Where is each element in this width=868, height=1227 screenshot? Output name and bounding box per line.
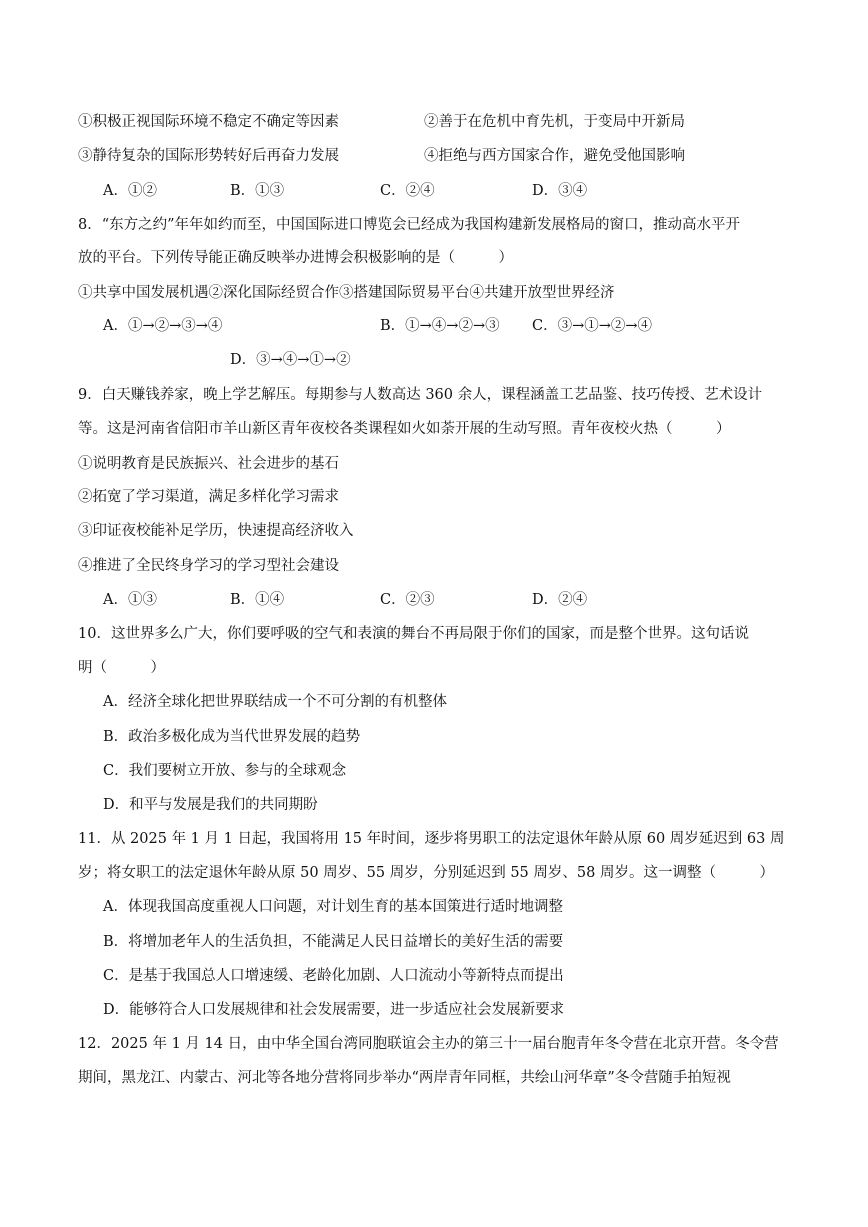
- q10-option-b: B．政治多极化成为当代世界发展的趋势: [103, 729, 361, 745]
- q11-option-c: C．是基于我国总人口增速缓、老龄化加剧、人口流动小等新特点而提出: [103, 968, 564, 984]
- q12-stem-line-1: 12．2025 年 1 月 14 日，由中华全国台湾同胞联谊会主办的第三十一届台胞青年冬令营在北京开营。冬令营: [78, 1036, 779, 1052]
- q8-stem-line-1: 8．“东方之约”年年如约而至，中国国际进口博览会已经成为我国构建新发展格局的窗口，推动高水平开: [78, 217, 741, 233]
- q8-option-b: B．①→④→②→③: [380, 318, 500, 334]
- q9-stem-line-2: 等。这是河南省信阳市羊山新区青年夜校各类课程如火如荼开展的生动写照。青年夜校火热（ ）: [78, 421, 731, 437]
- q9-statement-1: ①说明教育是民族振兴、社会进步的基石: [78, 456, 339, 472]
- q10-option-c: C．我们要树立开放、参与的全球观念: [103, 763, 347, 779]
- q7-option-d: D．③④: [532, 183, 588, 199]
- q9-option-c: C．②③: [380, 592, 435, 608]
- q9-statement-2: ②拓宽了学习渠道，满足多样化学习需求: [78, 489, 339, 505]
- q7-statement-4: ④拒绝与西方国家合作，避免受他国影响: [424, 148, 685, 164]
- q8-stem-line-2: 放的平台。下列传导能正确反映举办进博会积极影响的是（ ）: [78, 250, 513, 266]
- q8-option-c: C．③→①→②→④: [532, 318, 653, 334]
- q9-statement-3: ③印证夜校能补足学历，快速提高经济收入: [78, 523, 354, 539]
- q9-option-b: B．①④: [230, 592, 285, 608]
- q9-stem-line-1: 9．白天赚钱养家，晚上学艺解压。每期参与人数高达 360 余人，课程涵盖工艺品鉴、技巧传授、艺术设计: [78, 387, 763, 403]
- q7-option-c: C．②④: [380, 183, 435, 199]
- q9-statement-4: ④推进了全民终身学习的学习型社会建设: [78, 558, 339, 574]
- q8-option-a: A．①→②→③→④: [103, 318, 223, 334]
- q11-option-b: B．将增加老年人的生活负担，不能满足人民日益增长的美好生活的需要: [103, 934, 564, 950]
- q8-option-d: D．③→④→①→②: [230, 352, 351, 368]
- q7-option-b: B．①③: [230, 183, 285, 199]
- q9-option-d: D．②④: [532, 592, 588, 608]
- q10-option-a: A．经济全球化把世界联结成一个不可分割的有机整体: [103, 694, 447, 710]
- q10-stem-line-2: 明（ ）: [78, 660, 165, 676]
- q10-option-d: D．和平与发展是我们的共同期盼: [103, 797, 318, 813]
- q11-stem-line-1: 11．从 2025 年 1 月 1 日起，我国将用 15 年时间，逐步将男职工的法定退休年龄从原 60 周岁延迟到 63 周: [78, 831, 785, 847]
- q7-statement-3: ③静待复杂的国际形势转好后再奋力发展: [78, 148, 339, 164]
- q10-stem-line-1: 10．这世界多么广大，你们要呼吸的空气和表演的舞台不再局限于你们的国家，而是整个世界。这句话说: [78, 626, 749, 642]
- q9-option-a: A．①③: [103, 592, 157, 608]
- q7-option-a: A．①②: [103, 183, 157, 199]
- q7-statement-2: ②善于在危机中育先机，于变局中开新局: [424, 114, 685, 130]
- q7-statement-1: ①积极正视国际环境不稳定不确定等因素: [78, 114, 339, 130]
- q8-items: ①共享中国发展机遇②深化国际经贸合作③搭建国际贸易平台④共建开放型世界经济: [78, 285, 615, 301]
- q11-option-a: A．体现我国高度重视人口问题，对计划生育的基本国策进行适时地调整: [103, 899, 563, 915]
- q11-option-d: D．能够符合人口发展规律和社会发展需要，进一步适应社会发展新要求: [103, 1002, 565, 1018]
- q12-stem-line-2: 期间，黑龙江、内蒙古、河北等各地分营将同步举办“两岸青年同框，共绘山河华章”冬令营随手拍短视: [78, 1070, 731, 1086]
- q11-stem-line-2: 岁；将女职工的法定退休年龄从原 50 周岁、55 周岁，分别延迟到 55 周岁、58 周岁。这一调整（ ）: [78, 865, 774, 881]
